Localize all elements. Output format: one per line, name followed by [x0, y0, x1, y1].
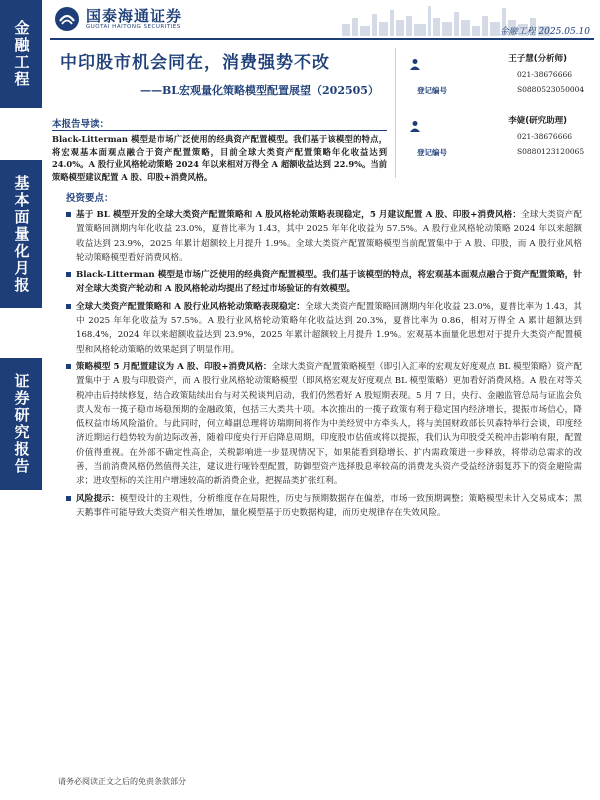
point-text: 全球大类资产配置策略回测期内年化收益 23.0%，夏普比率为 1.43，其中 2025 年年化收益为 57.5%。A 股行业风格轮动策略年化收益达到 20.3%，夏普比率为 0.86，相对万得全 A 累计超额达到 168.4%，2024 年以来超额收益达到 23.9%，2025 年累计超额较上月提升 1.9%。宏观基本面量化思想对于提升大类资产配置模型和风格轮动策略的效果起到了明显作用。	[76, 301, 583, 355]
sidebar-label-bottom: 证券研究报告	[0, 358, 42, 490]
company-logo	[54, 6, 182, 32]
analyst-reg-no: S0880123120065	[517, 147, 585, 156]
investment-point	[66, 360, 582, 489]
investment-point	[66, 268, 582, 297]
investment-points	[66, 208, 582, 523]
sidebar-label-top: 金融工程	[0, 0, 42, 108]
logo-text-cn: 国泰海通证券	[86, 7, 183, 25]
analyst-card-1	[405, 52, 595, 96]
point-lead: 全球大类资产配置策略和 A 股行业风格轮动策略表现稳定：	[76, 301, 306, 312]
investment-point	[66, 300, 582, 357]
point-text: 模型设计的主观性，分析维度存在局限性，历史与预期数据存在偏差，市场一致预期调整；策略模型未计入交易成本；黑天鹅事件可能导致大类资产相关性增加，量化模型基于历史数据构建，而历史规律存在失效风险。	[76, 493, 582, 518]
person-icon	[409, 120, 421, 132]
point-text: 全球大类资产配置策略模型（即引入汇率的宏观友好度观点 BL 模型策略）资产配置集中于 A 股与印股资产，而 A 股行业风格轮动策略模型（即风格宏观友好度观点 BL 模型策略）更加看好消费风格。A 股在对等关税冲击后持续修复，结合政策陆续出台与对关税谈判启动，我们仍然看好 A 股短期表现。5 月 7 日，央行、金融监管总局与证监会负责人发布一揽子稳市场稳预期的金融政策，包括三大类共十项。本次推出的一揽子政策有利于稳定国内经济增长，提振市场信心，降低权益市场风险溢价。与此同时，何立峰副总理将访瑞期间将作为中美经贸中方牵头人，将与美国财政部长贝森特举行会谈，印度经济近期运行趋势较为前边际改善，随着印度央行开启降息周期，印度股市估值或将以提振，我们认为印股受关税冲击影响有限，配置价值得重视。在外部不确定性高企，关税影响进一步显现情况下，如果能看到稳增长、扩内需政策进一步释放，将带动总需求的改善，当前消费风格仍然值得关注，建议进行哑铃型配置，防御型资产选择股息率较高的消费龙头资产受益经济弱复苏下的资金避险需求；进攻型标的关注用户增速较高的新消费企业，把握品类扩张红利。	[76, 361, 582, 487]
analyst-reg-label: 登记编号	[417, 86, 447, 95]
guide-divider	[52, 130, 387, 131]
analyst-phone: 021-38676666	[517, 132, 573, 141]
guide-body: Black-Litterman 模型是市场广泛使用的经典资产配置模型。我们基于该模型的特点，将宏观基本面观点融合于资产配置策略，目前全球大类资产配置策略年化收益达到 24.0%。A 股行业风格轮动策略 2024 年以来相对万得全 A 超额收益达到 22.9%。当前策略模型建议配置 A 股、印股+消费风格。	[52, 134, 387, 182]
logo-icon	[54, 6, 80, 32]
point-lead: 风险提示：	[76, 493, 120, 504]
point-text: 全球大类资产配置策略回测期内年化收益 23.0%，夏普比率为 1.43，其中 2025 年年化收益为 57.5%。A 股行业风格轮动策略 2024 年以来超额收益达到 23.9%，2025 年累计超额较上月提升 1.9%。全球大类资产配置策略模型当前配置集中于 A 股、印股，而 A 股行业风格轮动策略模型看好消费风格。	[76, 210, 582, 263]
analyst-name: 李婕(研究助理)	[508, 116, 567, 126]
analyst-phone: 021-38676666	[517, 70, 573, 79]
point-lead: 策略模型 5 月配置建议为 A 股、印股+消费风格：	[76, 361, 272, 372]
investment-heading: 投资要点：	[66, 193, 114, 204]
header-date: 金融工程 2025.05.10	[499, 27, 590, 37]
page-header	[42, 0, 600, 36]
guide-heading: 本报告导读：	[52, 119, 110, 130]
investment-point	[66, 208, 582, 265]
analyst-card-2	[405, 114, 595, 158]
point-lead: Black-Litterman 模型是市场广泛使用的经典资产配置模型。我们基于该模型的特点，将宏观基本面观点融合于资产配置策略，针对全球大类资产轮动和 A 股风格轮动均提出了经过市场验证的有效模型。	[76, 270, 582, 295]
analyst-reg-label: 登记编号	[417, 148, 447, 157]
person-icon	[409, 58, 421, 70]
report-subtitle: ——BL宏观量化策略模型配置展望（202505）	[140, 84, 379, 97]
logo-text-en: GUOTAI HAITONG SECURITIES	[86, 24, 181, 30]
point-lead: 基于 BL 模型开发的全球大类资产配置策略和 A 股风格轮动策略表现稳定，5 月建议配置 A 股、印股+消费风格：	[76, 210, 522, 220]
disclaimer-note: 请务必阅读正文之后的免责条款部分	[58, 777, 186, 786]
header-divider	[50, 38, 594, 40]
sidebar	[0, 0, 42, 800]
analyst-divider	[395, 48, 396, 178]
analyst-name: 王子慧(分析师)	[508, 54, 567, 64]
report-title: 中印股市机会同在，消费强势不改	[60, 53, 330, 73]
sidebar-label-mid: 基本面量化月报	[0, 160, 42, 308]
investment-point	[66, 492, 582, 521]
analyst-reg-no: S0880523050004	[517, 85, 585, 94]
